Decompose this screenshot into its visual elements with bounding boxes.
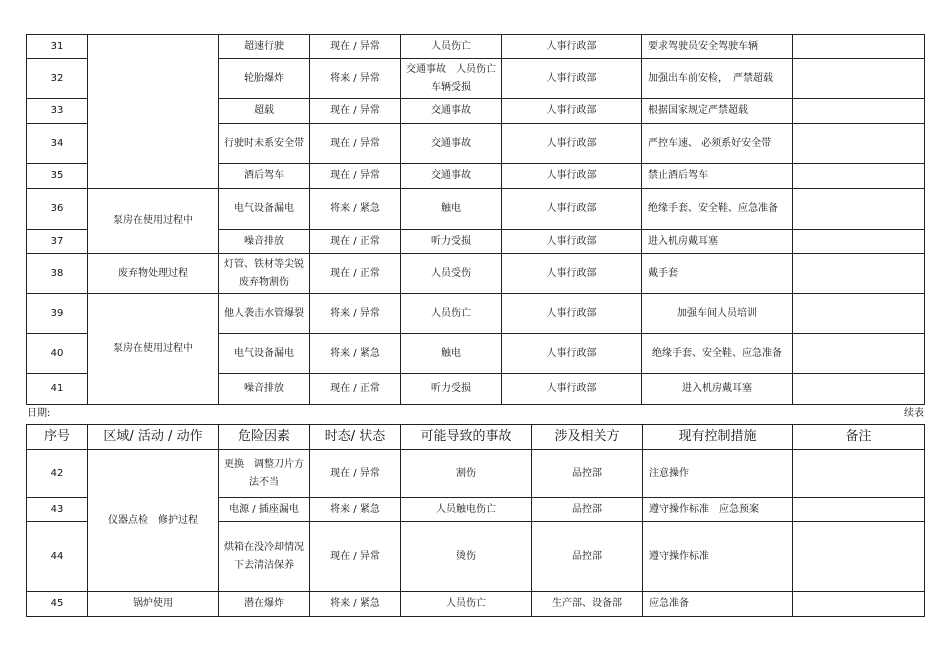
- control-cell: 要求驾驶员安全驾驶车辆: [642, 35, 793, 59]
- accident-cell: 人员伤亡: [401, 592, 532, 617]
- accident-cell: 触电: [401, 189, 502, 230]
- table-row: [27, 35, 925, 59]
- state-cell: 将来 / 紧急: [310, 189, 401, 230]
- area-cell-empty: [88, 35, 219, 189]
- state-cell: 现在 / 异常: [310, 124, 401, 164]
- party-cell: 人事行政部: [502, 374, 642, 405]
- party-cell: 人事行政部: [502, 230, 642, 254]
- note-cell: [793, 374, 925, 405]
- note-cell: [793, 522, 925, 592]
- row-number: 45: [27, 592, 88, 617]
- accident-cell: 交通事故 人员伤亡车辆受损: [401, 59, 502, 99]
- area-cell: 仪器点检 修护过程: [88, 450, 219, 592]
- header-party: 涉及相关方: [532, 425, 643, 450]
- accident-cell: 人员伤亡: [401, 35, 502, 59]
- note-cell: [793, 35, 925, 59]
- accident-cell: 烫伤: [401, 522, 532, 592]
- header-note: 备注: [793, 425, 925, 450]
- control-cell: 进入机房戴耳塞: [642, 374, 793, 405]
- state-cell: 将来 / 紧急: [310, 498, 401, 522]
- party-cell: 品控部: [532, 450, 643, 498]
- date-label: 日期:: [27, 408, 51, 419]
- note-cell: [793, 164, 925, 189]
- note-cell: [793, 592, 925, 617]
- note-cell: [793, 450, 925, 498]
- party-cell: 人事行政部: [502, 164, 642, 189]
- state-cell: 现在 / 异常: [310, 164, 401, 189]
- party-cell: 人事行政部: [502, 59, 642, 99]
- table-row: [27, 450, 925, 498]
- accident-cell: 人员受伤: [401, 254, 502, 294]
- control-cell: 禁止酒后驾车: [642, 164, 793, 189]
- accident-cell: 交通事故: [401, 124, 502, 164]
- note-cell: [793, 99, 925, 124]
- note-cell: [793, 124, 925, 164]
- row-number: 33: [27, 99, 88, 124]
- hazard-cell: 电气设备漏电: [219, 334, 310, 374]
- row-number: 44: [27, 522, 88, 592]
- area-cell: 泵房在使用过程中: [88, 189, 219, 254]
- row-number: 39: [27, 294, 88, 334]
- state-cell: 现在 / 异常: [310, 35, 401, 59]
- party-cell: 品控部: [532, 498, 643, 522]
- state-cell: 将来 / 异常: [310, 59, 401, 99]
- table-header-row: [27, 425, 925, 450]
- table-row: [27, 189, 925, 230]
- row-number: 43: [27, 498, 88, 522]
- row-number: 38: [27, 254, 88, 294]
- continued-label: 续表: [904, 408, 924, 419]
- table-row: [27, 592, 925, 617]
- row-number: 42: [27, 450, 88, 498]
- control-cell: 进入机房戴耳塞: [642, 230, 793, 254]
- row-number: 32: [27, 59, 88, 99]
- row-number: 34: [27, 124, 88, 164]
- control-cell: 绝缘手套、安全鞋、应急准备: [642, 189, 793, 230]
- hazard-cell: 灯管、铁材等尖锐废弃物割伤: [219, 254, 310, 294]
- header-number: 序号: [27, 425, 88, 450]
- hazard-cell: 烘箱在没冷却情况下去清洁保养: [219, 522, 310, 592]
- party-cell: 人事行政部: [502, 35, 642, 59]
- state-cell: 现在 / 异常: [310, 450, 401, 498]
- header-control: 现有控制措施: [643, 425, 793, 450]
- hazard-cell: 电气设备漏电: [219, 189, 310, 230]
- row-number: 36: [27, 189, 88, 230]
- note-cell: [793, 334, 925, 374]
- hazard-cell: 潜在爆炸: [219, 592, 310, 617]
- header-area: 区域/ 活动 / 动作: [88, 425, 219, 450]
- row-number: 37: [27, 230, 88, 254]
- party-cell: 品控部: [532, 522, 643, 592]
- state-cell: 将来 / 紧急: [310, 592, 401, 617]
- row-number: 40: [27, 334, 88, 374]
- note-cell: [793, 189, 925, 230]
- row-number: 31: [27, 35, 88, 59]
- control-cell: 应急准备: [643, 592, 793, 617]
- note-cell: [793, 498, 925, 522]
- note-cell: [793, 59, 925, 99]
- hazard-cell: 电源 / 插座漏电: [219, 498, 310, 522]
- header-hazard: 危险因素: [219, 425, 310, 450]
- control-cell: 遵守操作标准 应急预案: [643, 498, 793, 522]
- header-state: 时态/ 状态: [310, 425, 401, 450]
- hazard-cell: 噪音排放: [219, 230, 310, 254]
- control-cell: 遵守操作标准: [643, 522, 793, 592]
- accident-cell: 人员伤亡: [401, 294, 502, 334]
- control-cell: 戴手套: [642, 254, 793, 294]
- hazard-cell: 超载: [219, 99, 310, 124]
- party-cell: 人事行政部: [502, 124, 642, 164]
- state-cell: 将来 / 紧急: [310, 334, 401, 374]
- note-cell: [793, 230, 925, 254]
- party-cell: 人事行政部: [502, 294, 642, 334]
- hazard-cell: 轮胎爆炸: [219, 59, 310, 99]
- state-cell: 将来 / 异常: [310, 294, 401, 334]
- header-accident: 可能导致的事故: [401, 425, 532, 450]
- accident-cell: 交通事故: [401, 164, 502, 189]
- state-cell: 现在 / 异常: [310, 522, 401, 592]
- control-cell: 绝缘手套、安全鞋、应急准备: [642, 334, 793, 374]
- party-cell: 人事行政部: [502, 334, 642, 374]
- accident-cell: 交通事故: [401, 99, 502, 124]
- accident-cell: 听力受损: [401, 230, 502, 254]
- accident-cell: 触电: [401, 334, 502, 374]
- party-cell: 人事行政部: [502, 99, 642, 124]
- control-cell: 注意操作: [643, 450, 793, 498]
- table-row: [27, 294, 925, 334]
- hazard-cell: 更换 调整刀片方法不当: [219, 450, 310, 498]
- party-cell: 人事行政部: [502, 189, 642, 230]
- party-cell: 人事行政部: [502, 254, 642, 294]
- state-cell: 现在 / 正常: [310, 254, 401, 294]
- control-cell: 加强出车前安检， 严禁超载: [642, 59, 793, 99]
- area-cell: 泵房在使用过程中: [88, 294, 219, 405]
- risk-table-part2: [26, 424, 925, 617]
- hazard-cell: 噪音排放: [219, 374, 310, 405]
- hazard-cell: 行驶时未系安全带: [219, 124, 310, 164]
- row-number: 41: [27, 374, 88, 405]
- note-cell: [793, 294, 925, 334]
- accident-cell: 人员触电伤亡: [401, 498, 532, 522]
- accident-cell: 听力受损: [401, 374, 502, 405]
- control-cell: 根据国家规定严禁超载: [642, 99, 793, 124]
- control-cell: 严控车速、 必须系好安全带: [642, 124, 793, 164]
- hazard-cell: 酒后驾车: [219, 164, 310, 189]
- risk-table-part1: [26, 34, 925, 405]
- control-cell: 加强车间人员培训: [642, 294, 793, 334]
- note-cell: [793, 254, 925, 294]
- hazard-cell: 他人袭击水管爆裂: [219, 294, 310, 334]
- state-cell: 现在 / 异常: [310, 99, 401, 124]
- area-cell: 锅炉使用: [88, 592, 219, 617]
- row-number: 35: [27, 164, 88, 189]
- hazard-cell: 超速行驶: [219, 35, 310, 59]
- state-cell: 现在 / 正常: [310, 374, 401, 405]
- party-cell: 生产部、设备部: [532, 592, 643, 617]
- accident-cell: 割伤: [401, 450, 532, 498]
- table-row: [27, 254, 925, 294]
- state-cell: 现在 / 正常: [310, 230, 401, 254]
- area-cell: 废弃物处理过程: [88, 254, 219, 294]
